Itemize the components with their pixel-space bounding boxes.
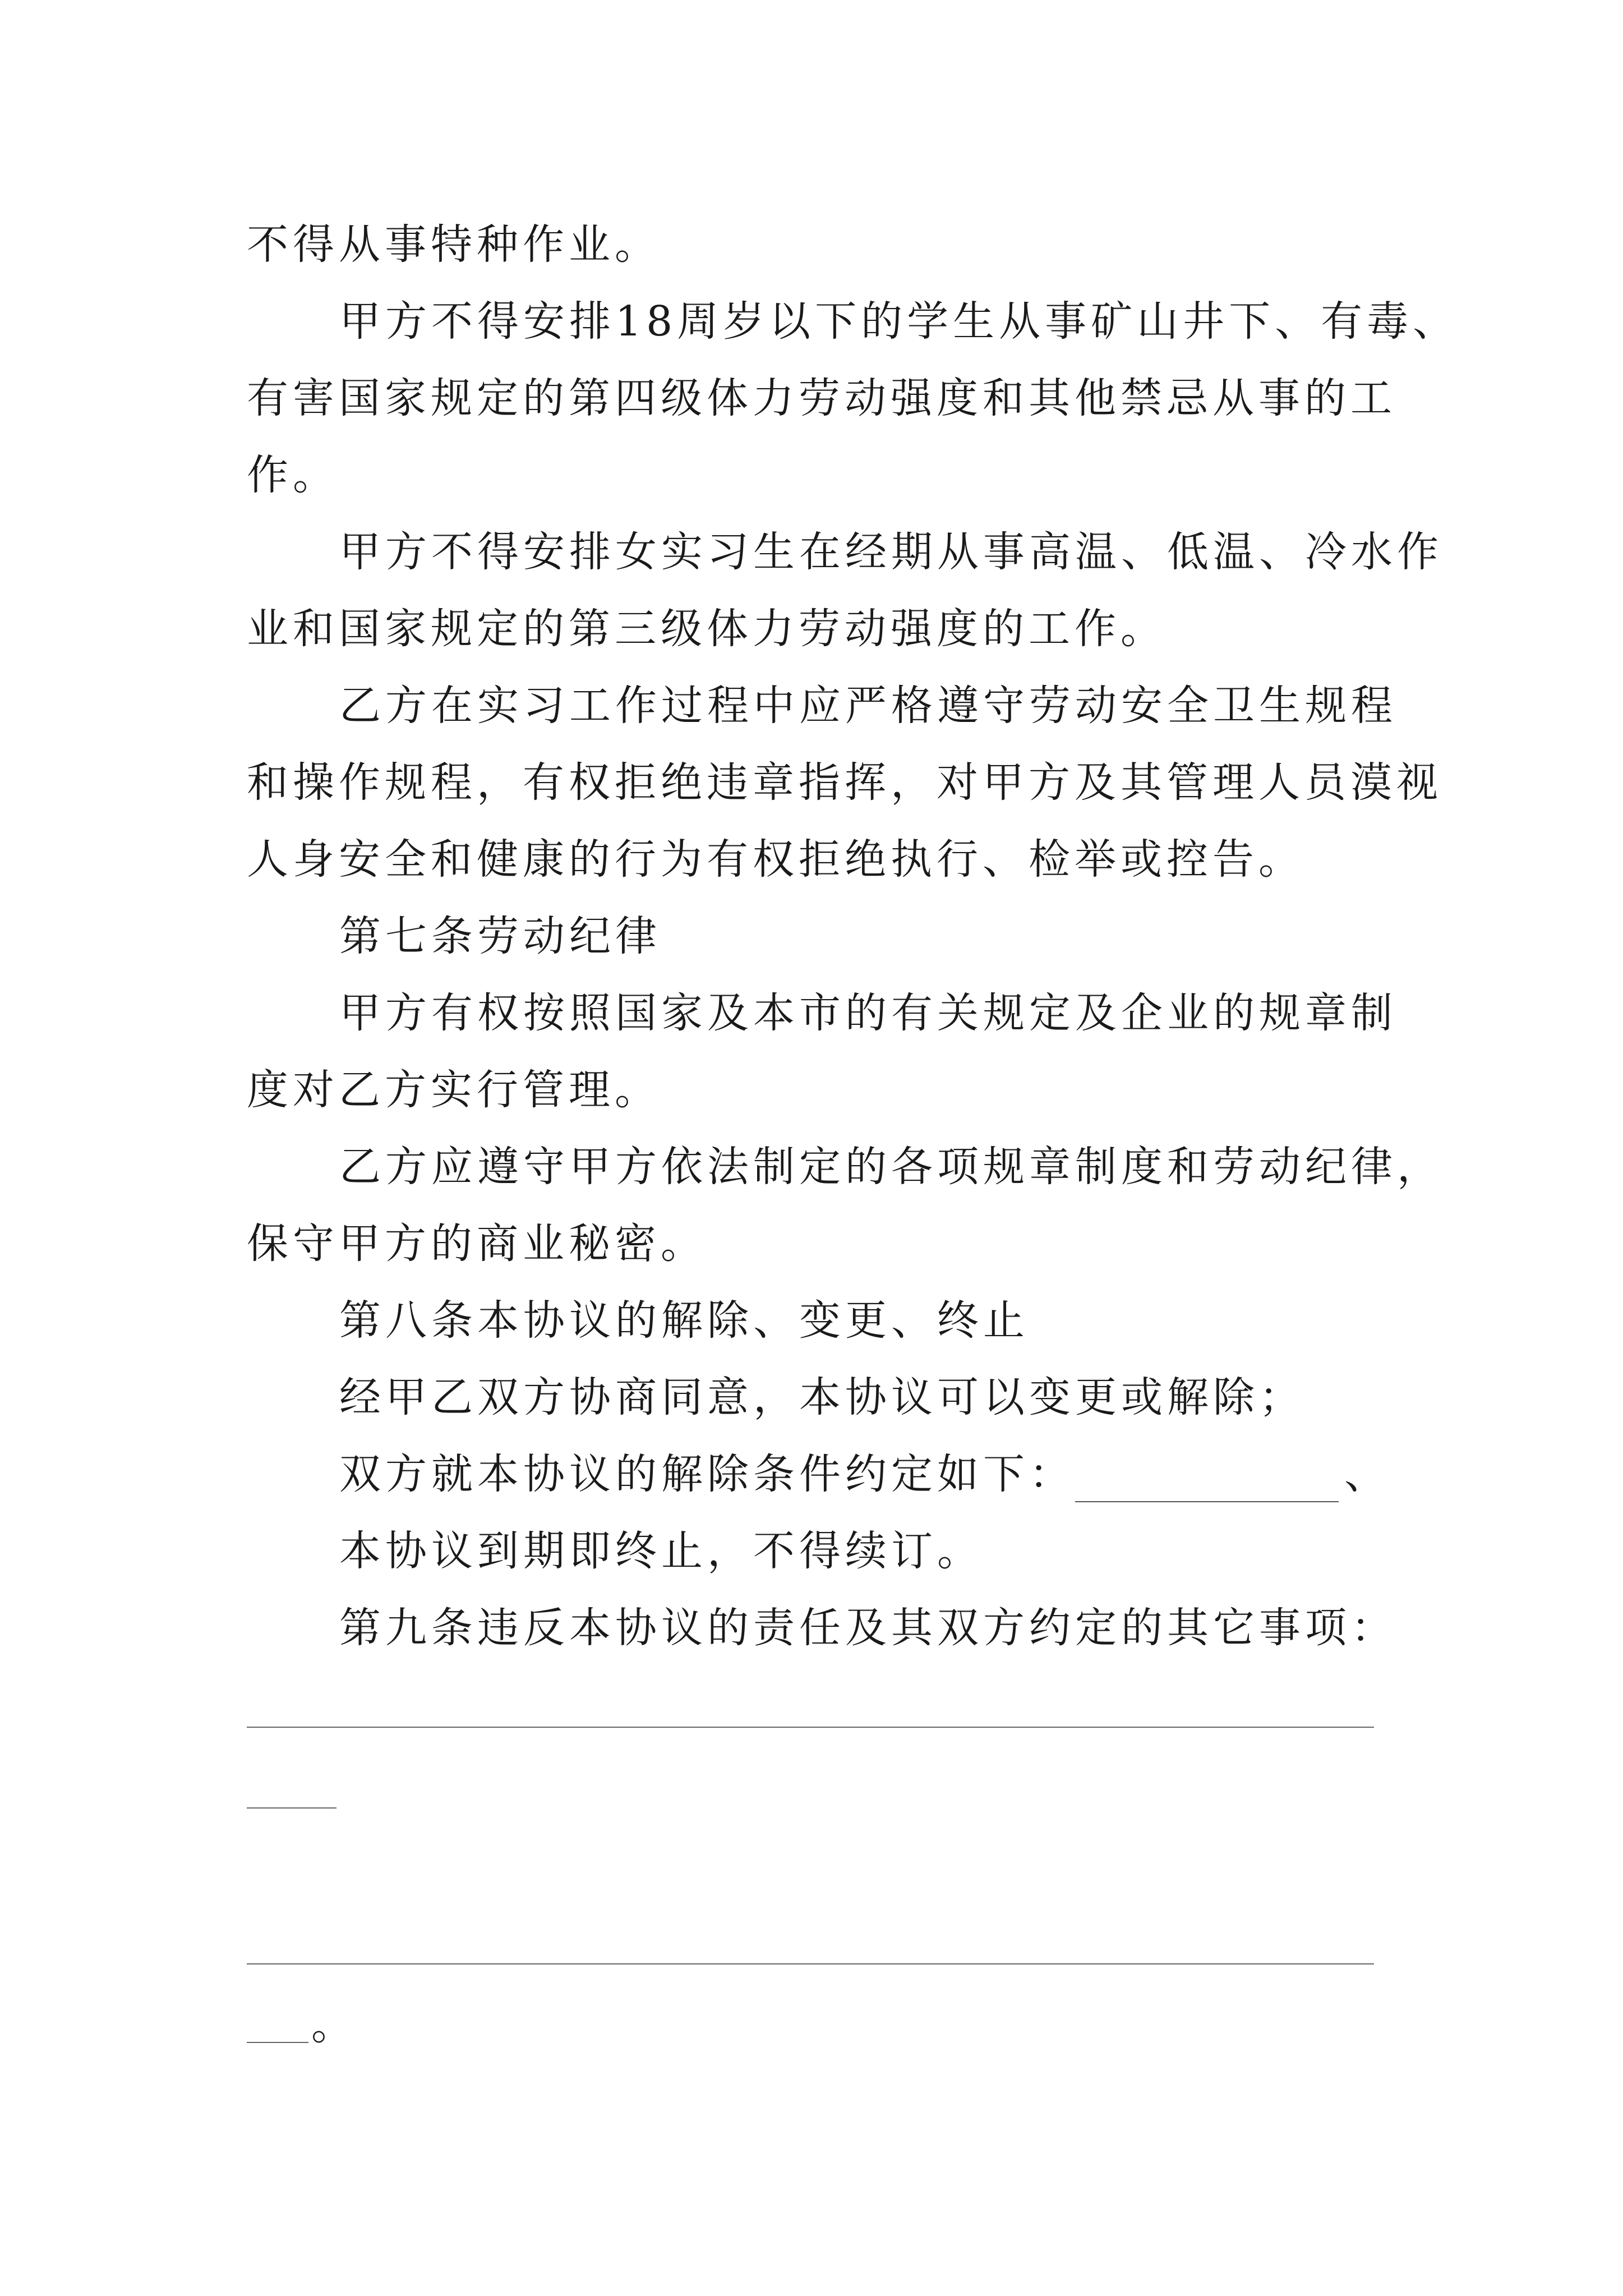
text-line: 经甲乙双方协商同意，本协议可以变更或解除； xyxy=(339,1373,1305,1421)
text-line: 度对乙方实行管理。 xyxy=(247,1066,661,1114)
fill-in-line[interactable] xyxy=(247,1963,1374,1964)
blank-label: 双方就本协议的解除条件约定如下： xyxy=(339,1450,1075,1498)
text-line: 作。 xyxy=(247,451,339,499)
text-line: 乙方应遵守甲方依法制定的各项规章制度和劳动纪律， xyxy=(339,1143,1443,1191)
text-line: 乙方在实习工作过程中应严格遵守劳动安全卫生规程 xyxy=(339,682,1397,730)
section-heading: 第八条本协议的解除、变更、终止 xyxy=(339,1296,1029,1345)
closing-mark: 。 xyxy=(311,2001,353,2049)
text-line: 本协议到期即终止，不得续订。 xyxy=(339,1527,983,1575)
text-line: 人身安全和健康的行为有权拒绝执行、检举或控告。 xyxy=(247,835,1304,884)
fill-in-line[interactable] xyxy=(247,1807,336,1809)
section-heading: 第九条违反本协议的责任及其双方约定的其它事项： xyxy=(339,1604,1397,1652)
fill-in-line[interactable] xyxy=(247,1727,1374,1728)
text-line: 甲方有权按照国家及本市的有关规定及企业的规章制 xyxy=(339,989,1397,1037)
section-heading: 第七条劳动纪律 xyxy=(339,912,661,960)
text-line: 有害国家规定的第四级体力劳动强度和其他禁忌从事的工 xyxy=(247,374,1396,422)
text-line: 和操作规程，有权拒绝违章指挥，对甲方及其管理人员漠视 xyxy=(247,758,1442,807)
text-line: 业和国家规定的第三级体力劳动强度的工作。 xyxy=(247,605,1166,653)
text-line: 保守甲方的商业秘密。 xyxy=(247,1220,707,1268)
text-line: 不得从事特种作业。 xyxy=(247,220,661,269)
text-line: 甲方不得安排18周岁以下的学生从事矿山井下、有毒、 xyxy=(339,297,1459,346)
fill-in-blank[interactable] xyxy=(1075,1462,1339,1502)
blank-tail: 、 xyxy=(1344,1450,1390,1498)
text-line: 甲方不得安排女实习生在经期从事高温、低温、冷水作 xyxy=(339,528,1443,576)
text-line-with-blank xyxy=(339,1446,1390,1502)
fill-in-line[interactable] xyxy=(247,2042,308,2043)
